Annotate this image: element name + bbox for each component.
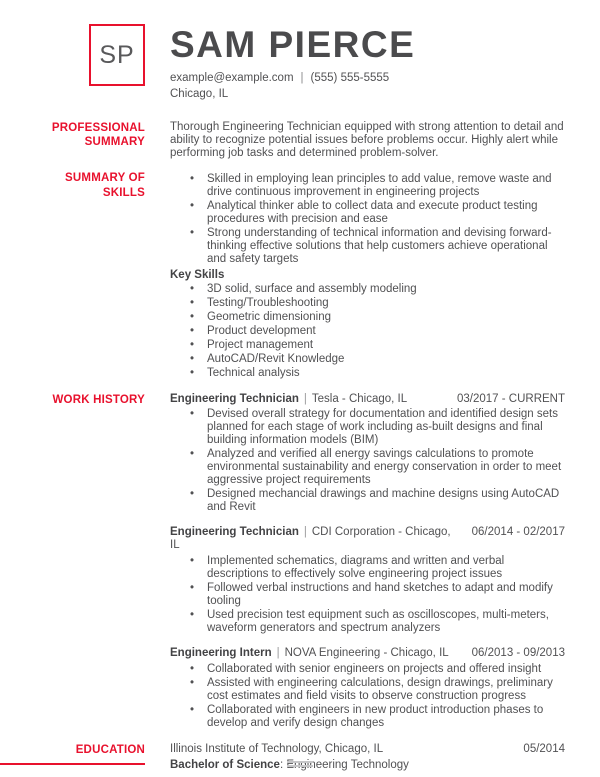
section-skills bbox=[0, 171, 600, 380]
work-history-label-column bbox=[0, 393, 170, 407]
contact-line bbox=[170, 72, 565, 85]
job-bullet: • Collaborated with senior engineers on projects and offered insight bbox=[170, 663, 565, 676]
job-header bbox=[170, 393, 565, 406]
section-professional-summary bbox=[0, 121, 600, 160]
education-label-column bbox=[0, 743, 170, 765]
monogram-badge bbox=[89, 24, 145, 86]
key-skill-item: • 3D solid, surface and assembly modeling bbox=[170, 283, 565, 296]
contact-separator: | bbox=[300, 72, 304, 84]
job-bullet-list bbox=[170, 555, 565, 634]
professional-summary-label: PROFESSIONAL SUMMARY bbox=[51, 121, 145, 149]
skills-bullet: • Strong understanding of technical information and devising forward-thinking effective solutions that help customers achieve operational and safety targets bbox=[170, 227, 565, 266]
key-skill-item: • AutoCAD/Revit Knowledge bbox=[170, 353, 565, 366]
skills-content bbox=[170, 171, 600, 380]
education-date: 05/2014 bbox=[523, 742, 565, 755]
education-degree-field: : Engineering Technology bbox=[279, 758, 409, 771]
phone-text: (555) 555-5555 bbox=[310, 72, 390, 84]
work-history-content bbox=[170, 393, 600, 731]
job-header bbox=[170, 647, 565, 660]
job-entry bbox=[170, 393, 565, 514]
header-badge-column bbox=[0, 24, 170, 86]
job-company: NOVA Engineering - Chicago, IL bbox=[284, 647, 449, 660]
job-bullet: • Assisted with engineering calculations, design drawings, preliminary cost estimates and field visits to observe construction progress bbox=[170, 677, 565, 703]
professional-summary-content bbox=[170, 121, 600, 160]
key-skill-item: • Project management bbox=[170, 339, 565, 352]
job-dates: 03/2017 - CURRENT bbox=[456, 392, 565, 405]
job-bullet: • Collaborated with engineers in new product introduction phases to develop and verify design changes bbox=[170, 704, 565, 730]
section-education bbox=[0, 743, 600, 772]
job-separator: | bbox=[303, 392, 307, 405]
education-label: EDUCATION bbox=[0, 743, 145, 765]
job-entry bbox=[170, 526, 565, 634]
job-separator: | bbox=[303, 526, 307, 539]
education-school: Illinois Institute of Technology, Chicago, IL bbox=[170, 742, 384, 755]
education-content bbox=[170, 743, 600, 772]
key-skill-item: • Technical analysis bbox=[170, 367, 565, 380]
job-bullet-list bbox=[170, 408, 565, 513]
job-bullet: • Analyzed and verified all energy savings calculations to promote environmental sustainability and energy conservation in order to meet aggressive project requirements bbox=[170, 448, 565, 487]
candidate-name: SAM PIERCE bbox=[170, 24, 416, 65]
job-bullet: • Implemented schematics, diagrams and written and verbal descriptions to effectively solve engineering project issues bbox=[170, 555, 565, 581]
skills-label: SUMMARY OF SKILLS bbox=[65, 172, 145, 199]
job-bullet: • Used precision test equipment such as oscilloscopes, multi-meters, waveform generators and spectrum analyzers bbox=[170, 609, 565, 635]
key-skill-item: • Geometric dimensioning bbox=[170, 311, 565, 324]
resume-header bbox=[0, 24, 600, 101]
job-dates: 06/2014 - 02/2017 bbox=[471, 526, 565, 539]
skills-label-column bbox=[0, 171, 170, 200]
job-separator: | bbox=[276, 647, 280, 660]
monogram-initials: SP bbox=[99, 41, 135, 69]
job-bullet: • Designed mechancial drawings and machine designs using AutoCAD and Revit bbox=[170, 488, 565, 514]
header-content-column bbox=[170, 24, 600, 101]
job-dates: 06/2013 - 09/2013 bbox=[471, 647, 565, 660]
job-title: Engineering Technician bbox=[170, 392, 299, 405]
skills-bullet: • Skilled in employing lean principles to add value, remove waste and drive continuous improvement in engineering projects bbox=[170, 173, 565, 199]
job-header bbox=[170, 526, 565, 552]
work-history-label: WORK HISTORY bbox=[52, 393, 145, 406]
professional-summary-text: Thorough Engineering Technician equipped with strong attention to detail and ability to recognize potential issues before problems occur. Highly alert while performing job tasks and determined problem-solver. bbox=[170, 120, 564, 159]
key-skill-item: • Testing/Troubleshooting bbox=[170, 297, 565, 310]
job-title: Engineering Intern bbox=[170, 647, 272, 660]
page-break-indicator bbox=[287, 761, 313, 767]
job-title: Engineering Technician bbox=[170, 526, 299, 539]
location-text: Chicago, IL bbox=[170, 87, 229, 100]
job-entry bbox=[170, 647, 565, 729]
email-text: example@example.com bbox=[170, 72, 294, 84]
skills-bullet-list bbox=[170, 173, 565, 265]
job-company: CDI Corporation - Chicago, IL bbox=[170, 526, 451, 552]
education-school-line bbox=[170, 743, 565, 756]
key-skills-heading: Key Skills bbox=[170, 268, 225, 281]
job-bullet: • Followed verbal instructions and hand sketches to adapt and modify tooling bbox=[170, 582, 565, 608]
section-work-history bbox=[0, 393, 600, 731]
job-bullet: • Devised overall strategy for documentation and identified design sets planned for each stage of work including as-built designs and final building information models (BIM) bbox=[170, 408, 565, 447]
professional-summary-label-column bbox=[0, 121, 170, 150]
education-degree-line bbox=[170, 759, 565, 772]
key-skill-item: • Product development bbox=[170, 325, 565, 338]
education-degree-type: Bachelor of Science bbox=[170, 758, 280, 771]
job-company: Tesla - Chicago, IL bbox=[311, 392, 408, 405]
skills-bullet: • Analytical thinker able to collect data and execute product testing procedures with precision and ease bbox=[170, 200, 565, 226]
job-bullet-list bbox=[170, 663, 565, 729]
key-skills-list bbox=[170, 283, 565, 379]
